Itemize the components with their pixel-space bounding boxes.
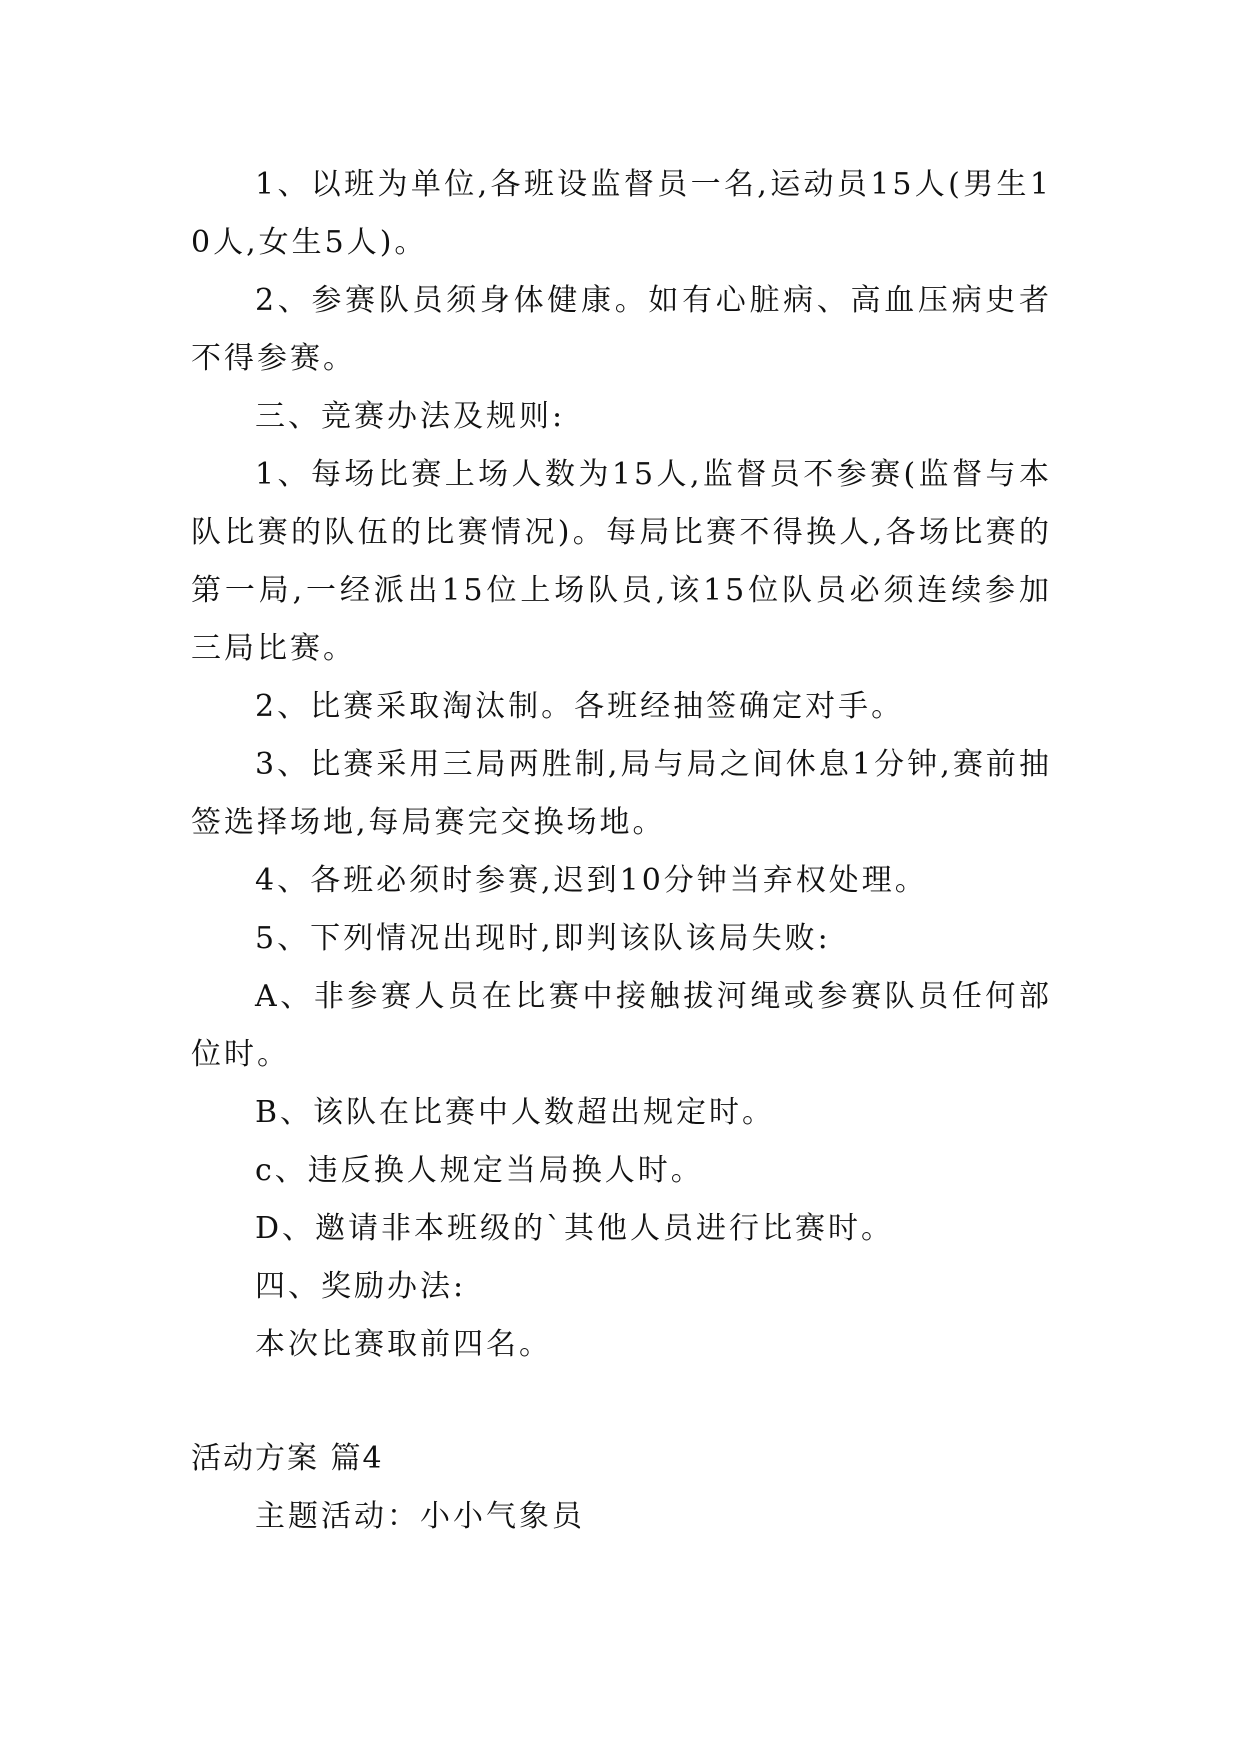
paragraph-condition-c: c、违反换人规定当局换人时。	[255, 1153, 704, 1188]
paragraph-team-composition: 1、以班为单位,各班设监督员一名,运动员15人(男生10人,女生5人)。	[191, 167, 1052, 260]
section-heading: 活动方案 篇4	[191, 1441, 384, 1476]
paragraph-condition-a: A、非参赛人员在比赛中接触拔河绳或参赛队员任何部位时。	[191, 979, 1052, 1072]
subheading-rewards: 四、奖励办法:	[255, 1269, 467, 1304]
paragraph-rule-1: 1、每场比赛上场人数为15人,监督员不参赛(监督与本队比赛的队伍的比赛情况)。每局比赛不得换人,各场比赛的第一局,一经派出15位上场队员,该15位队员必须连续参加三局比赛。	[191, 457, 1052, 666]
paragraph-condition-d: D、邀请非本班级的`其他人员进行比赛时。	[255, 1211, 895, 1246]
paragraph-theme-activity: 主题活动：小小气象员	[255, 1499, 585, 1534]
document-body	[191, 156, 1052, 1546]
paragraph-rule-5: 5、下列情况出现时,即判该队该局失败:	[255, 921, 831, 956]
paragraph-condition-b: B、该队在比赛中人数超出规定时。	[255, 1095, 776, 1130]
subheading-rules: 三、竞赛办法及规则:	[255, 399, 566, 434]
section-spacer	[191, 1374, 1052, 1430]
paragraph-rule-4: 4、各班必须时参赛,迟到10分钟当弃权处理。	[255, 863, 928, 898]
paragraph-rule-3: 3、比赛采用三局两胜制,局与局之间休息1分钟,赛前抽签选择场地,每局赛完交换场地。	[191, 747, 1052, 840]
paragraph-health-requirement: 2、参赛队员须身体健康。如有心脏病、高血压病史者不得参赛。	[191, 283, 1052, 376]
paragraph-rule-2: 2、比赛采取淘汰制。各班经抽签确定对手。	[255, 689, 905, 724]
paragraph-rewards: 本次比赛取前四名。	[255, 1327, 552, 1362]
